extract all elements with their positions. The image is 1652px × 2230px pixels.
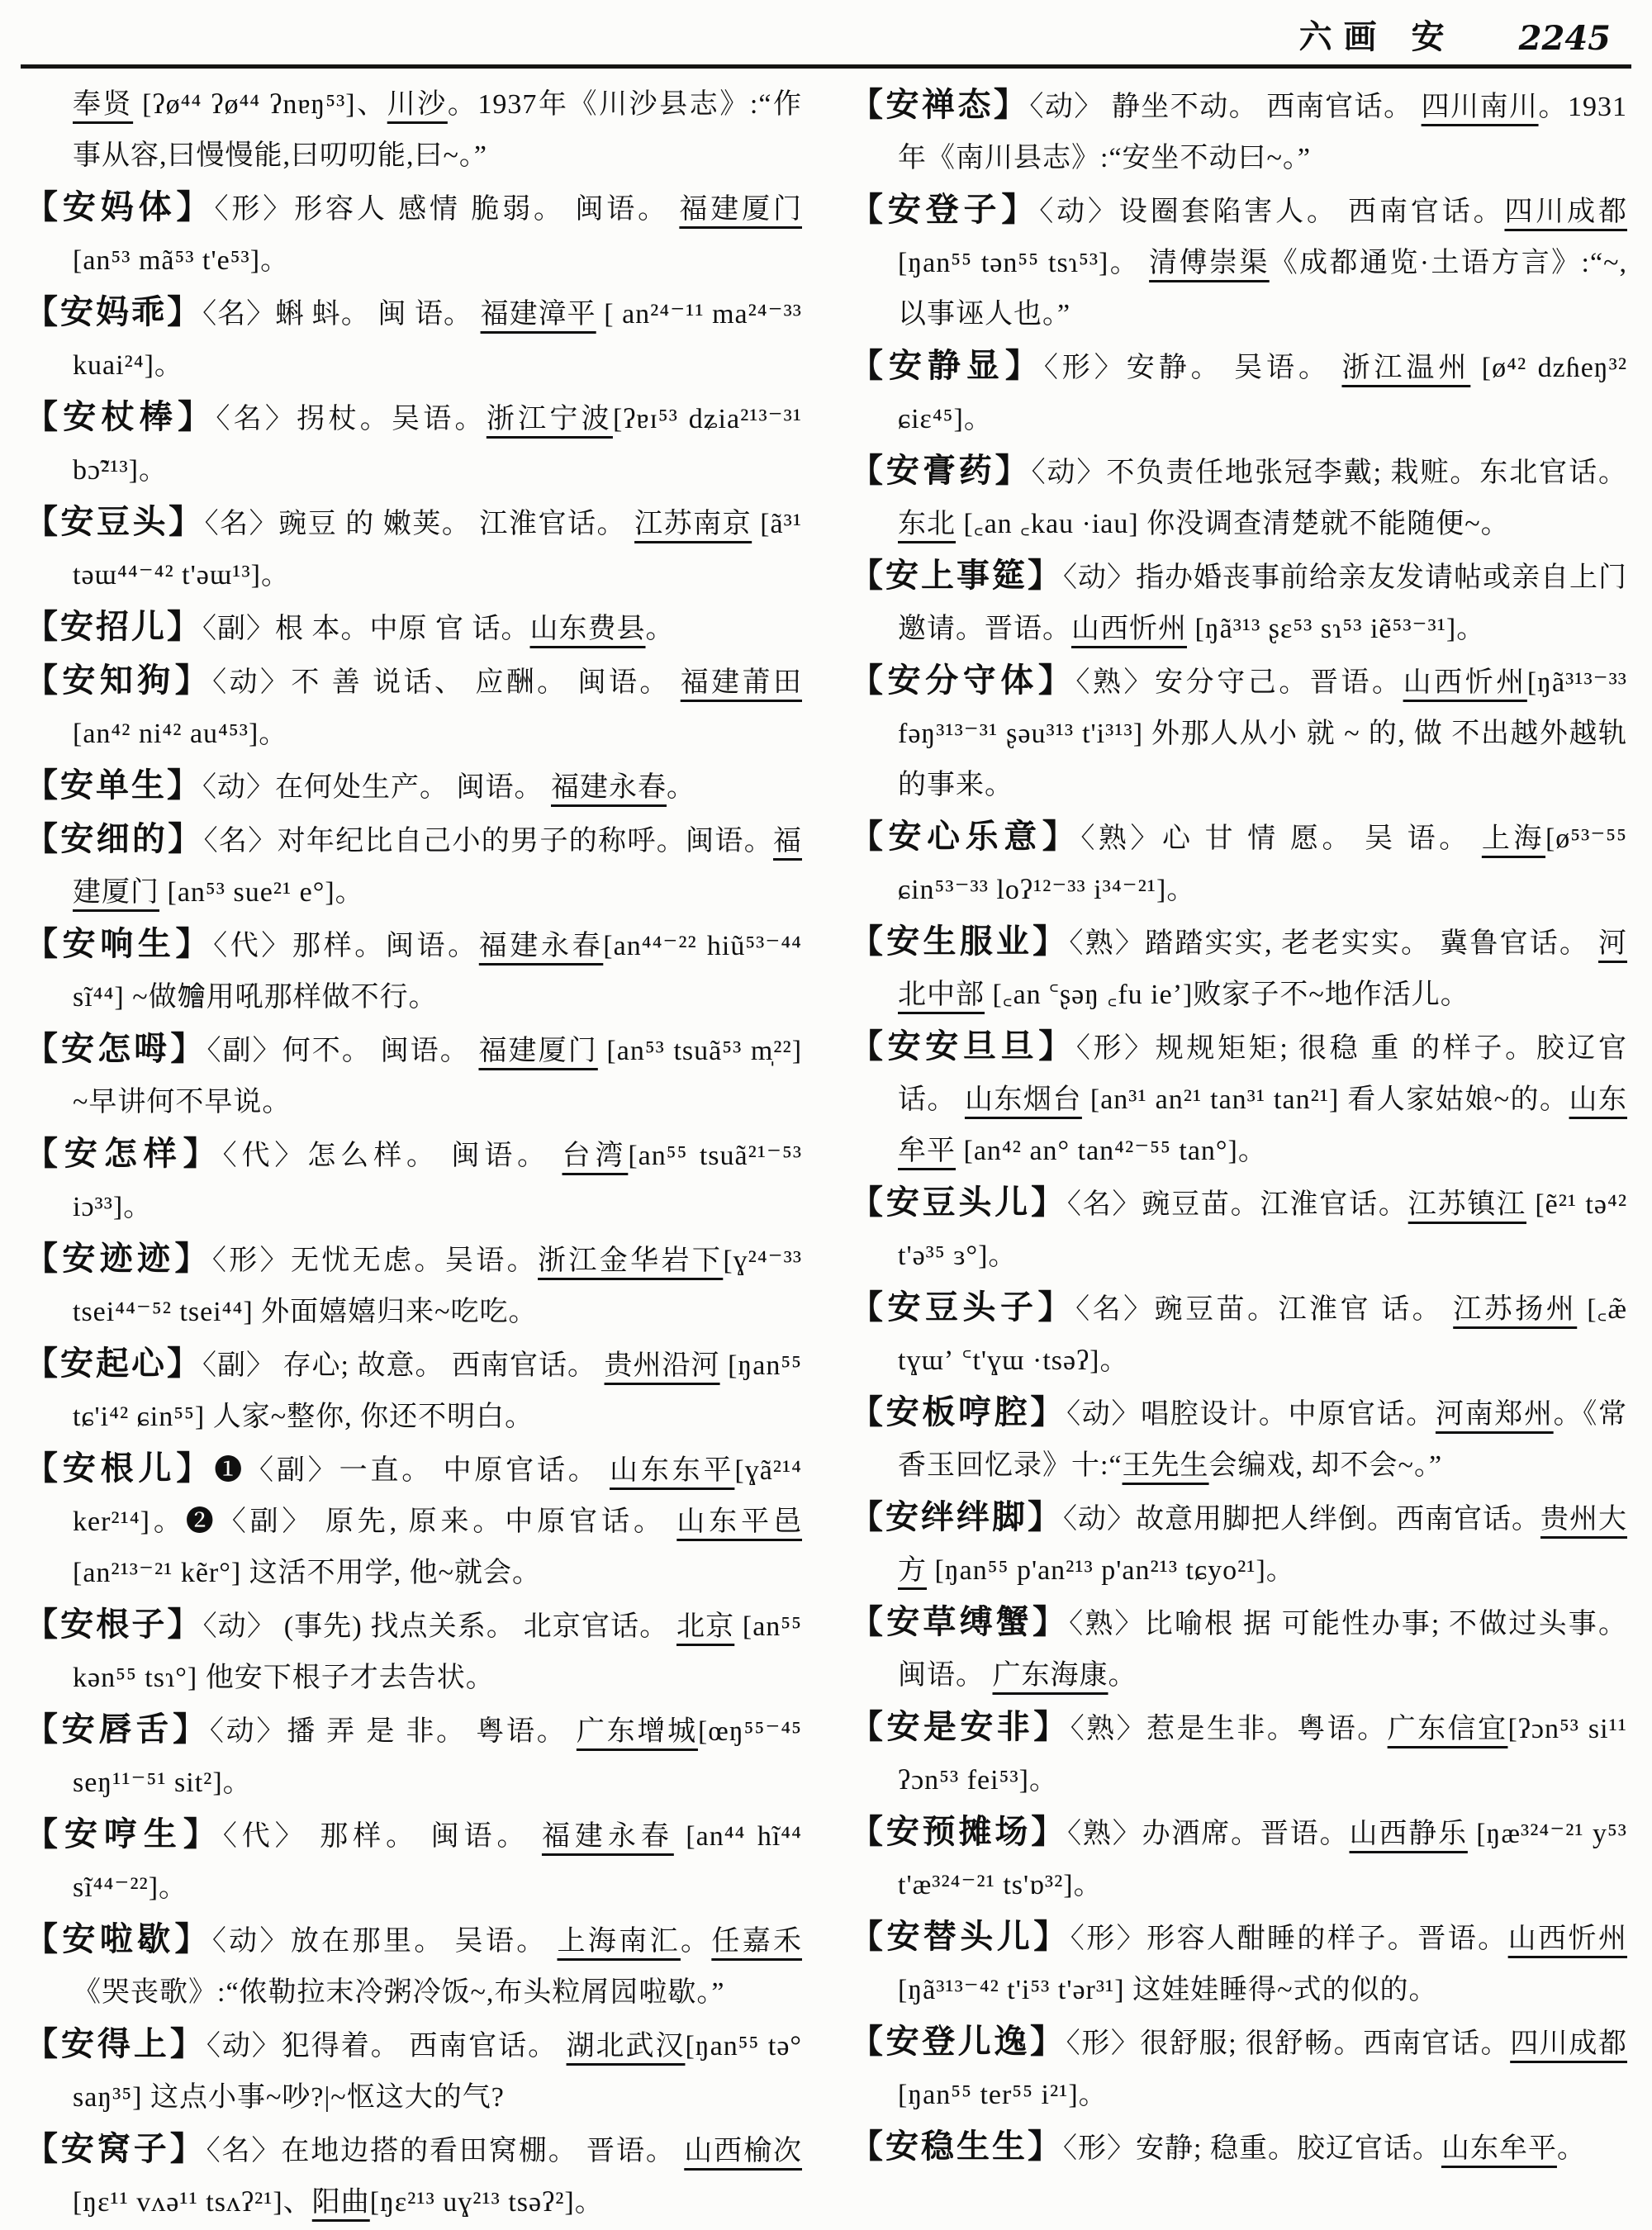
headword: 【安预摊场】 — [850, 1813, 1068, 1850]
entry-安啦歇 — [25, 1914, 802, 2019]
entry-安妈乖 — [25, 287, 802, 391]
entry-text: 〈副〉根 本。中原 官 话。 — [202, 614, 530, 644]
entry-text: 〈动〉 (事先) 找点关系。 北京官话。 — [202, 1611, 676, 1642]
place-name: 阳曲 — [311, 2187, 370, 2218]
headword: 【安根儿】 — [25, 1450, 215, 1487]
entry-text: 。 — [680, 1926, 712, 1957]
place-name: 任嘉禾 — [711, 1926, 802, 1957]
entry-安妈体 — [25, 182, 802, 287]
entry-text: [an⁴² ni⁴² au⁴⁵³]。 — [73, 719, 288, 749]
entry-text: 〈名〉拐杖。吴语。 — [216, 404, 487, 434]
place-name: 福建永春 — [551, 772, 667, 803]
entry-text: [an⁵⁵ tsuã²¹⁻⁵³ iɔ³³]。 — [73, 1141, 802, 1222]
headword: 【安知狗】 — [25, 662, 213, 699]
place-name: 河北中部 — [898, 928, 1627, 1010]
place-name: 湖北武汉 — [566, 2031, 686, 2062]
place-name: 广东增城 — [576, 1716, 698, 1747]
entry-text: [an⁵³ sue²¹ e°]。 — [159, 877, 364, 908]
headword: 【安哼生】 — [25, 1815, 223, 1853]
entry-text: 〈熟〉心 甘 情 愿。 吴 语。 — [1080, 823, 1482, 854]
headword: 【安妈体】 — [25, 188, 215, 225]
headword: 【安静显】 — [850, 347, 1044, 384]
place-name: 四川南川 — [1421, 92, 1539, 122]
headword: 【安替头儿】 — [850, 1918, 1070, 1955]
entry-text: [ŋã³¹³ ʂɛ⁵³ sɿ⁵³ iẽ⁵³⁻³¹]。 — [1187, 614, 1486, 644]
entry-text: 〈形〉安静; 稳重。胶辽官话。 — [1063, 2133, 1441, 2164]
place-name: 广东信宜 — [1387, 1714, 1508, 1744]
headword: 【安安旦旦】 — [850, 1027, 1076, 1065]
entry-text: [an³¹ an²¹ tan³¹ tan²¹] 看人家姑娘~的。 — [1081, 1084, 1569, 1115]
entry-text: 〈动〉不 善 说话、 应酬。 闽语。 — [212, 667, 681, 698]
entry-text: 〈名〉豌豆苗。江淮官话。 — [1066, 1189, 1408, 1220]
page-number: 2245 — [1518, 19, 1611, 58]
entry-安唇舌 — [25, 1704, 802, 1809]
entry-安豆头子 — [850, 1282, 1627, 1387]
entry-text: 〈动〉设圈套陷害人。 西南官话。 — [1039, 197, 1505, 227]
entry-text: [an⁵³ mã⁵³ t'e⁵³]。 — [73, 245, 290, 276]
entry-安预摊场 — [850, 1806, 1627, 1911]
place-name: 江苏南京 — [634, 509, 752, 539]
entry-text: 〈动〉唱腔设计。中原官话。 — [1066, 1399, 1436, 1430]
entry-text: 〈名〉豌豆 的 嫩荚。 江淮官话。 — [204, 509, 635, 539]
entry-安稳生生 — [850, 2121, 1627, 2175]
entry-text: 〈代〉 那样。 闽语。 — [222, 1821, 542, 1852]
page-header — [25, 7, 1627, 58]
headword: 【安细的】 — [25, 820, 204, 857]
entry-安草缚蟹 — [850, 1597, 1627, 1701]
entry-安是安非 — [850, 1701, 1627, 1806]
entry-text: [an⁵³ tsuã⁵³ m̩²²] ~早讲何不早说。 — [73, 1036, 802, 1117]
entry-text: [ɣ²⁴⁻³³ tsei⁴⁴⁻⁵² tsei⁴⁴] 外面嬉嬉归来~吃吃。 — [73, 1245, 802, 1327]
place-name: 清傅崇渠 — [1149, 248, 1270, 278]
entry-安安旦旦 — [850, 1021, 1627, 1177]
entry-text: [ŋan⁵⁵ tə° saŋ³⁵] 这点小事~吵?|~怄这大的气? — [73, 2031, 802, 2113]
headword: 【安上事筵】 — [850, 557, 1063, 594]
entry-安分守体 — [850, 655, 1627, 811]
entry-安替头儿 — [850, 1911, 1627, 2016]
entry-text: 会编戏, 却不会~。” — [1208, 1450, 1443, 1481]
entry-text: [an⁴⁴⁻²² hiũ⁵³⁻⁴⁴ sĩ⁴⁴] ~做𣍐用吼那样做不行。 — [73, 931, 802, 1013]
header-divider-rule — [21, 64, 1631, 69]
entry-text: [ an²⁴⁻¹¹ ma²⁴⁻³³ kuai²⁴]。 — [73, 299, 802, 381]
headword: 【安登儿逸】 — [850, 2023, 1066, 2060]
entry-text: [ŋæ³²⁴⁻²¹ y⁵³ t'æ³²⁴⁻²¹ ts'ɒ³²]。 — [898, 1819, 1627, 1900]
place-name: 浙江金华岩下 — [538, 1245, 724, 1276]
entry-text: [ʔɐɪ⁵³ dʑia²¹³⁻³¹ bɔ̃²¹³]。 — [73, 404, 802, 486]
place-name: 江苏扬州 — [1453, 1294, 1578, 1325]
entry-text: [ã³¹ təɯ⁴⁴⁻⁴² t'əɯ¹³]。 — [73, 509, 802, 591]
headword: 【安得上】 — [25, 2025, 206, 2062]
entry-text: 〈动〉放在那里。 吴语。 — [211, 1926, 558, 1957]
entry-安上事筵 — [850, 550, 1627, 655]
place-name: 福建漳平 — [480, 299, 596, 330]
place-name: 上海南汇 — [557, 1926, 681, 1957]
entry-安板哼腔 — [850, 1387, 1627, 1492]
headword: 【安怎呣】 — [25, 1030, 207, 1067]
headword: 【安根子】 — [25, 1606, 203, 1643]
entry-安哼生 — [25, 1809, 802, 1914]
headword: 【安草缚蟹】 — [850, 1603, 1070, 1640]
entry-text: [ʔø⁴⁴ ʔø⁴⁴ ʔnɐŋ⁵³]、 — [133, 89, 387, 120]
entry-text: [an⁴² an° tan⁴²⁻⁵⁵ tan°]。 — [956, 1136, 1267, 1166]
headword: 【安响生】 — [25, 925, 214, 962]
place-name: 福建厦门 — [73, 826, 802, 908]
entry-安杖棒 — [25, 391, 802, 496]
entry-text: 〈形〉形容人酣睡的样子。晋语。 — [1070, 1924, 1508, 1954]
place-name: 四川成都 — [1510, 2028, 1627, 2059]
entry-text: 〈动〉在何处生产。 闽语。 — [202, 772, 551, 803]
place-name: 山东费县 — [529, 614, 646, 644]
headword: 【安分守体】 — [850, 662, 1076, 699]
headword: 【安生服业】 — [850, 923, 1070, 960]
entry-text: 〈形〉无忧无虑。吴语。 — [211, 1245, 539, 1276]
entry-text: 。 — [645, 614, 675, 644]
left-column — [25, 79, 802, 2222]
entry-安登儿逸 — [850, 2016, 1627, 2121]
entry-text: 〈动〉 静坐不动。 西南官话。 — [1029, 92, 1422, 122]
entry-text: [ŋɛ¹¹ vʌə¹¹ tsʌʔ²¹]、 — [73, 2187, 312, 2218]
entry-text: 〈副〉何不。 闽语。 — [206, 1036, 479, 1066]
entry-continuation — [25, 79, 802, 182]
entry-安静显 — [850, 340, 1627, 445]
headword: 【安妈乖】 — [25, 293, 203, 330]
entry-text: 《哭丧歌》:“侬勒拉末冷粥冷饭~,布头粒屑囥啦歇。” — [73, 1977, 725, 2008]
place-name: 福建厦门 — [679, 194, 802, 225]
headword: 【安杖棒】 — [25, 398, 216, 435]
entry-text: 〈名〉蝌 蚪。 闽 语。 — [202, 299, 481, 330]
entry-text: 〈形〉形容人 感情 脆弱。 闽语。 — [214, 194, 680, 225]
entry-安怎样 — [25, 1128, 802, 1233]
place-name: 奉贤 — [73, 89, 134, 120]
entry-text: 。 — [667, 772, 695, 803]
entry-text: 〈熟〉惹是生非。粤语。 — [1070, 1714, 1388, 1744]
headword: 【安唇舌】 — [25, 1710, 210, 1748]
entry-text: 〈形〉安静。 吴语。 — [1043, 353, 1342, 383]
entry-text: 〈名〉对年纪比自己小的男子的称呼。闽语。 — [203, 826, 774, 856]
place-name: 上海 — [1481, 823, 1545, 854]
entry-text: [ẽ²¹ tə⁴² t'ə³⁵ ɜ°]。 — [898, 1189, 1627, 1271]
entry-安怎呣 — [25, 1023, 802, 1128]
place-name: 贵州沿河 — [604, 1350, 720, 1381]
entry-text: 〈形〉规规矩矩; 很稳 重 的样子。胶辽官话。 — [898, 1033, 1627, 1115]
entry-text: 〈动〉指办婚丧事前给亲友发请帖或亲自上门邀请。晋语。 — [898, 562, 1627, 644]
entry-text: 〈副〉 存心; 故意。 西南官话。 — [202, 1350, 605, 1381]
right-column — [850, 79, 1627, 2222]
entry-text: [꜀an ꜂ʂəŋ ꜀fu ieʼ]败家子不~地作活儿。 — [985, 980, 1469, 1010]
place-name: 台湾 — [562, 1141, 629, 1171]
entry-text: [ŋɛ²¹³ uɣ²¹³ tsəʔ²]。 — [369, 2187, 604, 2218]
headword: 【安膏药】 — [850, 452, 1032, 489]
entry-text: 〈动〉犯得着。 西南官话。 — [206, 2031, 567, 2062]
entry-text: [ø⁴² dzɦeŋ³² ɕiɛ⁴⁵]。 — [898, 353, 1627, 434]
entry-安心乐意 — [850, 811, 1627, 916]
place-name: 山东牟平 — [898, 1084, 1627, 1166]
place-name: 广东海康 — [992, 1660, 1108, 1691]
headword: 【安绊绊脚】 — [850, 1498, 1063, 1535]
place-name: 王先生 — [1122, 1450, 1209, 1481]
headword: 【安板哼腔】 — [850, 1393, 1067, 1431]
entry-安登子 — [850, 184, 1627, 340]
entry-text: 《成都通览·土语方言》:“~,以事诬人也。” — [898, 248, 1627, 330]
place-name: 贵州大方 — [898, 1504, 1627, 1586]
headword: 【安登子】 — [850, 191, 1040, 228]
place-name: 江苏镇江 — [1408, 1189, 1526, 1220]
headword: 【安迹迹】 — [25, 1240, 212, 1277]
entry-text: [꜀an ꜀kau ·iau] 你没调查清楚就不能随便~。 — [956, 509, 1510, 539]
place-name: 山西静乐 — [1349, 1819, 1468, 1849]
entry-text: [꜀æ̃ tɣɯʼ ꜂t'ɣɯ ·tsəʔ]。 — [898, 1294, 1627, 1376]
place-name: 川沙 — [387, 89, 448, 120]
entry-text: 〈代〉怎么样。 闽语。 — [222, 1141, 563, 1171]
entry-text: ❶〈副〉一直。 中原官话。 — [214, 1455, 610, 1486]
entry-text: [œŋ⁵⁵⁻⁴⁵ seŋ¹¹⁻⁵¹ sit²]。 — [73, 1716, 802, 1798]
entry-text: 〈动〉故意用脚把人绊倒。西南官话。 — [1063, 1504, 1540, 1535]
place-name: 北京 — [676, 1611, 735, 1642]
entry-text: [ø⁵³⁻⁵⁵ ɕin⁵³⁻³³ loʔ¹²⁻³³ i³⁴⁻²¹]。 — [898, 823, 1627, 905]
entry-text: [ŋan⁵⁵ p'an²¹³ p'an²¹³ tɕyo²¹]。 — [927, 1555, 1295, 1586]
headword: 【安豆头儿】 — [850, 1184, 1067, 1221]
entry-安窝子 — [25, 2123, 802, 2222]
place-name: 福建莆田 — [680, 667, 802, 698]
entry-安豆头儿 — [850, 1177, 1627, 1282]
entry-text: [ŋan⁵⁵ tɕ'i⁴² ɕin⁵⁵] 人家~整你, 你还不明白。 — [73, 1350, 802, 1432]
place-name: 山东平邑 — [676, 1506, 802, 1537]
place-name: 四川成都 — [1504, 197, 1627, 227]
entry-安响生 — [25, 918, 802, 1023]
headword: 【安豆头】 — [25, 503, 205, 540]
entry-text: 。《常香玉回忆录》十:“ — [898, 1399, 1627, 1481]
place-name: 浙江温州 — [1341, 353, 1471, 383]
place-name: 福建永春 — [541, 1821, 674, 1852]
entry-text: 〈动〉播 弄 是 非。 粤语。 — [209, 1716, 577, 1747]
entry-text: [ŋan⁵⁵ tən⁵⁵ tsɿ⁵³]。 — [898, 248, 1150, 278]
entry-text: [ŋã³¹³⁻⁴² t'i⁵³ t'ər³¹] 这娃娃睡得~式的似的。 — [898, 1975, 1438, 2005]
two-column-text-area — [25, 79, 1627, 2222]
entry-安豆头 — [25, 496, 802, 601]
place-name: 河南郑州 — [1435, 1399, 1554, 1430]
place-name: 福建厦门 — [478, 1036, 598, 1066]
entry-text: 〈熟〉安分守己。晋语。 — [1075, 667, 1403, 698]
entry-text: 〈动〉不负责任地张冠李戴; 栽赃。东北官话。 — [1031, 458, 1627, 488]
entry-安生服业 — [850, 916, 1627, 1021]
headword: 【安起心】 — [25, 1345, 203, 1382]
entry-安膏药 — [850, 445, 1627, 550]
entry-安迹迹 — [25, 1233, 802, 1338]
headword: 【安是安非】 — [850, 1708, 1070, 1745]
entry-text: 〈代〉那样。闽语。 — [213, 931, 479, 961]
entry-text: 〈熟〉办酒席。晋语。 — [1067, 1819, 1350, 1849]
entry-text: [ɣã²¹⁴ ker²¹⁴]。❷〈副〉 原先, 原来。中原官话。 — [73, 1455, 802, 1537]
place-name: 山西忻州 — [1403, 667, 1527, 698]
stroke-section-label: 六画 — [1298, 18, 1389, 55]
entry-text: 。 — [1108, 1660, 1137, 1691]
place-name: 浙江宁波 — [486, 404, 613, 434]
entry-安起心 — [25, 1338, 802, 1443]
headword: 【安豆头子】 — [850, 1288, 1076, 1326]
place-name: 山西忻州 — [1507, 1924, 1627, 1954]
entry-text: 〈名〉豌豆苗。江淮官 话。 — [1075, 1294, 1454, 1325]
place-name: 山东牟平 — [1441, 2133, 1557, 2164]
entry-text: [ʔɔn⁵³ si¹¹ ʔɔn⁵³ fei⁵³]。 — [898, 1714, 1627, 1796]
entry-text: 〈名〉在地边搭的看田窝棚。 晋语。 — [206, 2136, 685, 2166]
section-character: 安 — [1411, 18, 1445, 55]
entry-安得上 — [25, 2019, 802, 2123]
entry-text: 。1931年《南川县志》:“安坐不动曰~。” — [898, 92, 1627, 173]
headword: 【安心乐意】 — [850, 818, 1081, 855]
entry-安单生 — [25, 760, 802, 814]
entry-安禅态 — [850, 79, 1627, 184]
entry-text: 。 — [1556, 2133, 1586, 2164]
entry-text: 。1937年《川沙县志》:“作事从容,曰慢慢能,曰叨叨能,曰~。” — [73, 89, 802, 171]
entry-text: [an⁴⁴ hĩ⁴⁴ sĩ⁴⁴⁻²²]。 — [73, 1821, 802, 1903]
place-name: 山东东平 — [610, 1455, 735, 1486]
entry-安根子 — [25, 1599, 802, 1704]
entry-text: [an⁵⁵ kən⁵⁵ tsɿ°] 他安下根子才去告状。 — [73, 1611, 802, 1693]
headword: 【安禅态】 — [850, 86, 1030, 123]
entry-安细的 — [25, 814, 802, 918]
entry-安知狗 — [25, 655, 802, 760]
place-name: 山西忻州 — [1071, 614, 1187, 644]
headword: 【安窝子】 — [25, 2130, 206, 2167]
place-name: 山东烟台 — [964, 1084, 1082, 1115]
place-name: 福建永春 — [478, 931, 604, 961]
entry-text: [an²¹³⁻²¹ kẽr°] 这活不用学, 他~就会。 — [73, 1558, 542, 1588]
headword: 【安啦歇】 — [25, 1920, 212, 1957]
entry-text: 〈熟〉踏踏实实, 老老实实。 冀鲁官话。 — [1069, 928, 1599, 959]
headword: 【安招儿】 — [25, 608, 202, 645]
headword: 【安稳生生】 — [850, 2128, 1063, 2165]
place-name: 山西榆次 — [684, 2136, 802, 2166]
headword: 【安单生】 — [25, 766, 202, 804]
entry-安根儿 — [25, 1443, 802, 1599]
place-name: 东北 — [898, 509, 956, 539]
entry-安招儿 — [25, 601, 802, 655]
entry-text: [ŋã³¹³⁻³³ fəŋ³¹³⁻³¹ ʂəu³¹³ t'i³¹³] 外那人从小 就 ~ 的, 做 不出越外越轨的事来。 — [898, 667, 1627, 800]
entry-text: [ŋan⁵⁵ ter⁵⁵ i²¹]。 — [898, 2080, 1108, 2110]
entry-安绊绊脚 — [850, 1492, 1627, 1597]
headword: 【安怎样】 — [25, 1135, 223, 1172]
entry-text: 〈熟〉比喻根 据 可能性办事; 不做过头事。 闽语。 — [898, 1609, 1627, 1691]
entry-text: 〈形〉很舒服; 很舒畅。西南官话。 — [1066, 2028, 1511, 2059]
